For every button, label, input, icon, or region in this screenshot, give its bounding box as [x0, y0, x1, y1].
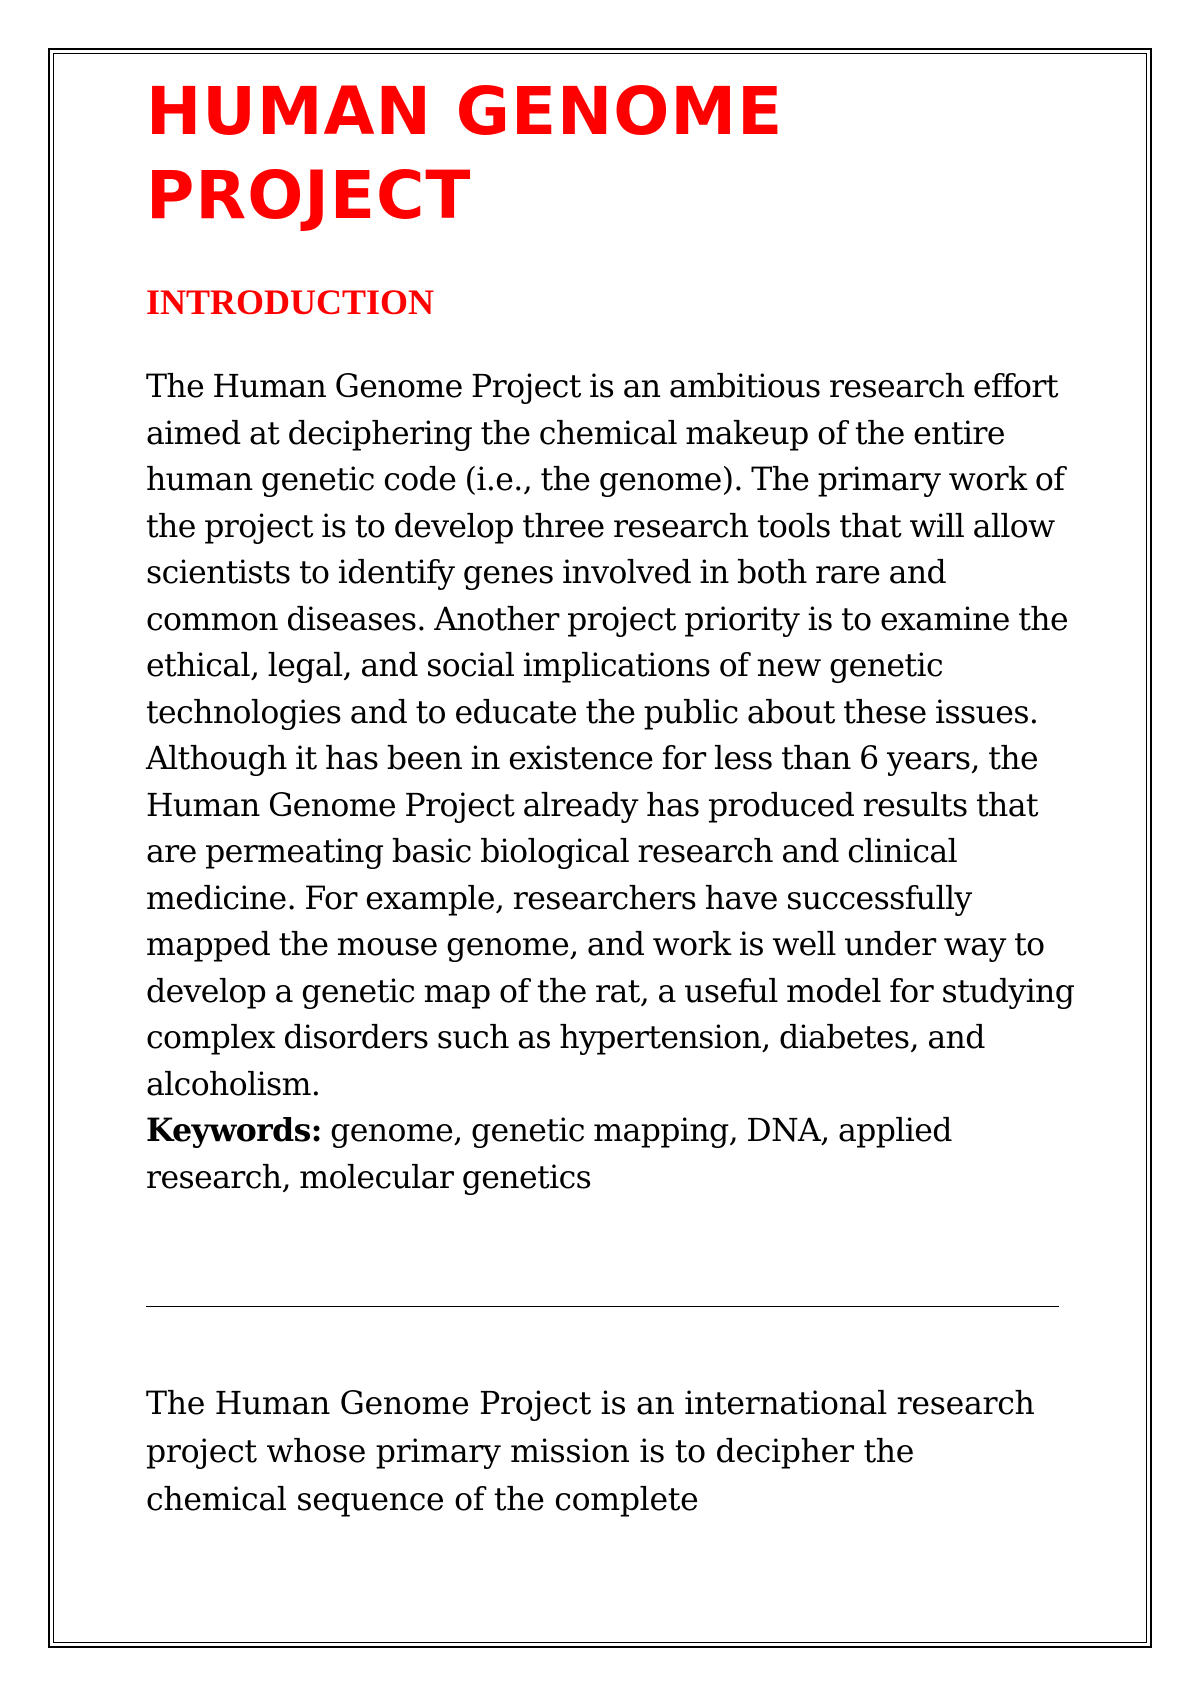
document-title: HUMAN GENOME PROJECT — [146, 73, 784, 234]
keywords-text: genome, genetic mapping, DNA, applied research, molecular genetics — [146, 1113, 952, 1196]
section-heading-introduction: INTRODUCTION — [146, 282, 435, 322]
document-content — [146, 70, 1075, 1201]
intro-paragraph: The Human Genome Project is an ambitious research effort aimed at deciphering the chemical makeup of the entire human genetic code (i.e., the genome). The primary work of the project is to develop three research tools that will allow scientists to identify genes involved in both rare and common diseases. Another project priority is to examine the ethical, legal, and social implications of new genetic technologies and to educate the public about these issues. Although it has been in existence for less than 6 years, the Human Genome Project already has produced results that are permeating basic biological research and clinical medicine. For example, researchers have successfully mapped the mouse genome, and work is well under way to develop a genetic map of the rat, a useful model for studying complex disorders such as hypertension, diabetes, and alcoholism. — [146, 369, 1075, 1103]
keywords-label: Keywords: — [146, 1112, 322, 1149]
keywords-line — [146, 1108, 1076, 1201]
horizontal-divider — [146, 1306, 1059, 1307]
second-paragraph: The Human Genome Project is an international research project whose primary mission is to decipher the chemical sequence of the complete — [146, 1386, 1035, 1518]
